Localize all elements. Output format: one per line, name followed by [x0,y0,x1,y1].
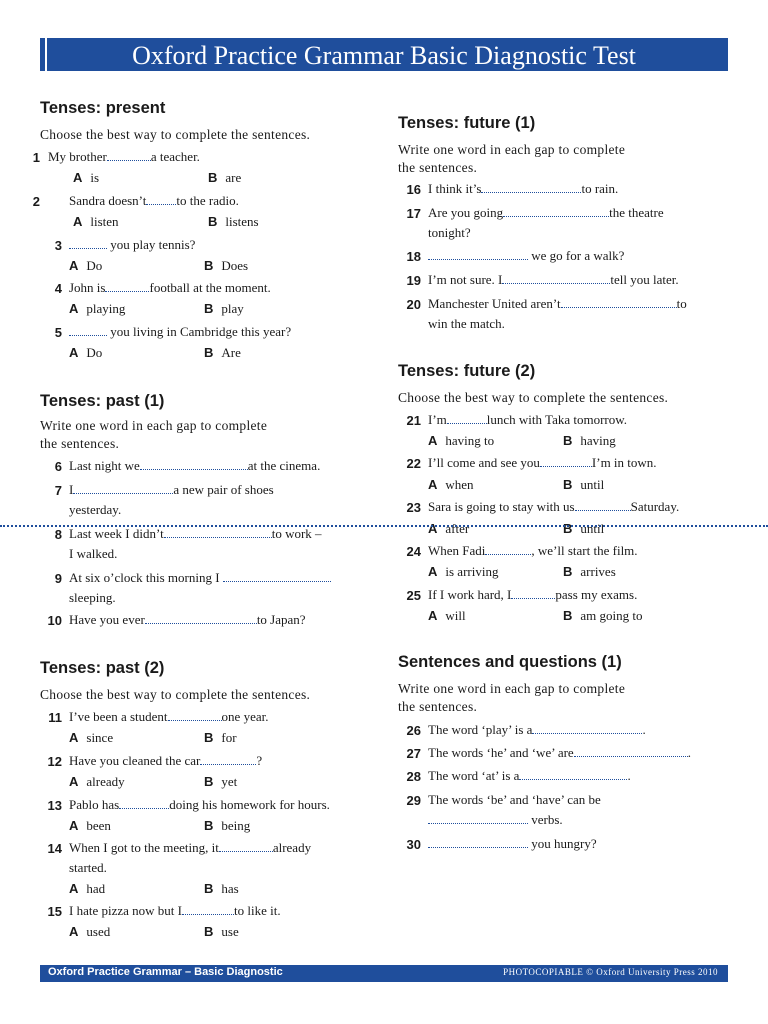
section-instruction: Write one word in each gap to complete [398,681,626,696]
question-number: 5 [54,325,62,340]
answer-gap[interactable] [146,192,176,205]
question-number: 3 [54,238,62,253]
answer-gap[interactable] [575,498,631,511]
question-number: 28 [406,769,421,784]
answer-gap[interactable] [428,811,528,824]
section-title-sentences-questions-1: Sentences and questions (1) [398,653,622,671]
answer-gap[interactable] [511,586,555,599]
answer-gap[interactable] [574,744,688,757]
question-text: Are you going the theatre [428,205,664,220]
question-number: 14 [47,841,62,856]
question-number: 13 [47,798,62,813]
answer-gap[interactable] [219,839,273,852]
question-number: 27 [406,746,421,761]
option-a[interactable]: A after [428,521,470,536]
question-text: I’m lunch with Taka tomorrow. [428,412,628,427]
section-title-future-2: Tenses: future (2) [398,362,536,380]
answer-gap[interactable] [447,411,487,424]
question-number: 16 [406,182,421,197]
section-title-past-1: Tenses: past (1) [40,392,165,410]
question-number: 6 [54,459,62,474]
question-text: Last week I didn’t to work – [69,526,322,541]
question-number: 8 [54,527,62,542]
question-text: you play tennis? [69,235,195,255]
question-number: 20 [406,297,421,312]
answer-gap[interactable] [481,180,581,193]
question-text: The word ‘at’ is a . [428,768,631,783]
question-text: I hate pizza now but I to like it. [69,903,281,918]
answer-gap[interactable] [69,236,107,249]
option-a[interactable]: A will [428,608,466,623]
option-b[interactable]: B being [204,818,251,833]
option-b[interactable]: B until [563,477,605,492]
question-text: Sara is going to stay with us Saturday. [428,499,680,514]
question-number: 23 [406,500,421,515]
question-text-continued: win the match. [428,316,505,331]
answer-gap[interactable] [540,454,592,467]
option-a[interactable]: A having to [428,433,495,448]
option-b[interactable]: B listens [208,214,259,229]
question-number: 11 [48,710,62,725]
section-instruction: Choose the best way to complete the sentences. [40,687,311,702]
question-text: we go for a walk? [428,246,624,266]
option-b[interactable]: B yet [204,774,238,789]
answer-gap[interactable] [519,767,627,780]
question-text-continued: yesterday. [69,502,122,517]
section-instruction: the sentences. [398,160,478,175]
answer-gap[interactable] [140,457,248,470]
question-text: John is football at the moment. [69,280,271,295]
option-a[interactable]: A been [69,818,111,833]
question-text: I a new pair of shoes [69,482,274,497]
answer-gap[interactable] [182,902,234,915]
answer-gap[interactable] [73,481,173,494]
answer-gap[interactable] [105,279,149,292]
question-text: At six o’clock this morning I [69,568,331,588]
question-number: 4 [54,281,62,296]
question-number: 30 [406,837,421,852]
option-a[interactable]: A Do [69,345,103,360]
option-a[interactable]: A listen [73,214,119,229]
question-text: Pablo has doing his homework for hours. [69,797,330,812]
answer-gap[interactable] [168,708,222,721]
question-text: When I got to the meeting, it already [69,840,312,855]
option-a[interactable]: A used [69,924,111,939]
option-a[interactable]: A had [69,881,106,896]
question-text: you living in Cambridge this year? [69,322,291,342]
question-number: 24 [406,544,421,559]
option-b[interactable]: B for [204,730,237,745]
answer-gap[interactable] [485,542,531,555]
section-title-past-2: Tenses: past (2) [40,659,165,677]
question-text: I’ve been a student one year. [69,709,269,724]
answer-gap[interactable] [428,247,528,260]
question-number: 19 [406,273,421,288]
section-instruction: Write one word in each gap to complete [40,418,268,433]
option-b[interactable]: B has [204,881,239,896]
question-number: 7 [54,483,62,498]
answer-gap[interactable] [119,796,169,809]
option-b[interactable]: B Are [204,345,241,360]
option-b[interactable]: B Does [204,258,249,273]
question-text: Last night we at the cinema. [69,458,321,473]
question-text-continued: verbs. [428,810,563,830]
question-text: The word ‘play’ is a . [428,722,646,737]
answer-gap[interactable] [502,271,610,284]
question-text: Sandra doesn’t to the radio. [69,193,239,208]
question-text: The words ‘he’ and ‘we’ are . [428,745,691,760]
question-text: I think it’s to rain. [428,181,619,196]
option-b[interactable]: B are [208,170,242,185]
option-a[interactable]: A when [428,477,474,492]
footer-title: Oxford Practice Grammar – Basic Diagnostic [48,966,283,978]
question-text: The words ‘be’ and ‘have’ can be [428,792,601,807]
header-bar [40,38,728,71]
question-text: Have you ever to Japan? [69,612,306,627]
section-instruction: Choose the best way to complete the sentences. [398,390,669,405]
section-title-present: Tenses: present [40,99,166,117]
option-a[interactable]: A playing [69,301,126,316]
question-number: 10 [47,613,62,628]
question-number: 1 [32,150,40,165]
answer-gap[interactable] [503,204,609,217]
question-number: 21 [406,413,421,428]
section-instruction: the sentences. [398,699,478,714]
question-text: If I work hard, I pass my exams. [428,587,638,602]
option-b[interactable]: B arrives [563,564,616,579]
answer-gap[interactable] [561,295,677,308]
option-b[interactable]: B play [204,301,244,316]
page-title: Oxford Practice Grammar Basic Diagnostic Test [132,41,636,70]
question-number: 29 [406,793,421,808]
question-text-continued: sleeping. [69,590,116,605]
option-b[interactable]: B am going to [563,608,643,623]
option-b[interactable]: B use [204,924,239,939]
section-instruction: the sentences. [40,436,120,451]
answer-gap[interactable] [532,721,642,734]
answer-gap[interactable] [200,752,256,765]
question-text: I’m not sure. I tell you later. [428,272,679,287]
question-number: 26 [406,723,421,738]
question-number: 22 [406,456,421,471]
question-text: When Fadi , we’ll start the film. [428,543,638,558]
question-number: 2 [32,194,40,209]
question-number: 15 [47,904,62,919]
section-title-future-1: Tenses: future (1) [398,114,536,132]
question-text: My brother a teacher. [48,149,200,164]
option-a[interactable]: A Do [69,258,103,273]
footer-copyright: PHOTOCOPIABLE © Oxford University Press 2010 [503,967,718,977]
question-text-continued: tonight? [428,225,471,240]
answer-gap[interactable] [107,148,151,161]
section-instruction: Write one word in each gap to complete [398,142,626,157]
footer-bar [40,965,728,982]
section-instruction: Choose the best way to complete the sentences. [40,127,311,142]
option-a[interactable]: A already [69,774,125,789]
question-text: I’ll come and see you I’m in town. [428,455,657,470]
option-b[interactable]: B having [563,433,616,448]
question-number: 25 [406,588,421,603]
question-text-continued: started. [69,860,107,875]
answer-gap[interactable] [428,835,528,848]
question-text: you hungry? [428,834,597,854]
question-number: 12 [47,754,62,769]
question-number: 9 [54,571,62,586]
answer-gap[interactable] [145,611,257,624]
option-a[interactable]: A is [73,170,100,185]
question-text-continued: I walked. [69,546,118,561]
cut-line [0,525,768,527]
option-a[interactable]: A since [69,730,114,745]
answer-gap[interactable] [69,323,107,336]
question-number: 18 [406,249,421,264]
option-a[interactable]: A is arriving [428,564,499,579]
question-text: Have you cleaned the car ? [69,753,263,768]
question-text: Manchester United aren’t to [428,296,687,311]
option-b[interactable]: B until [563,521,605,536]
question-number: 17 [406,206,421,221]
answer-gap[interactable] [223,569,331,582]
